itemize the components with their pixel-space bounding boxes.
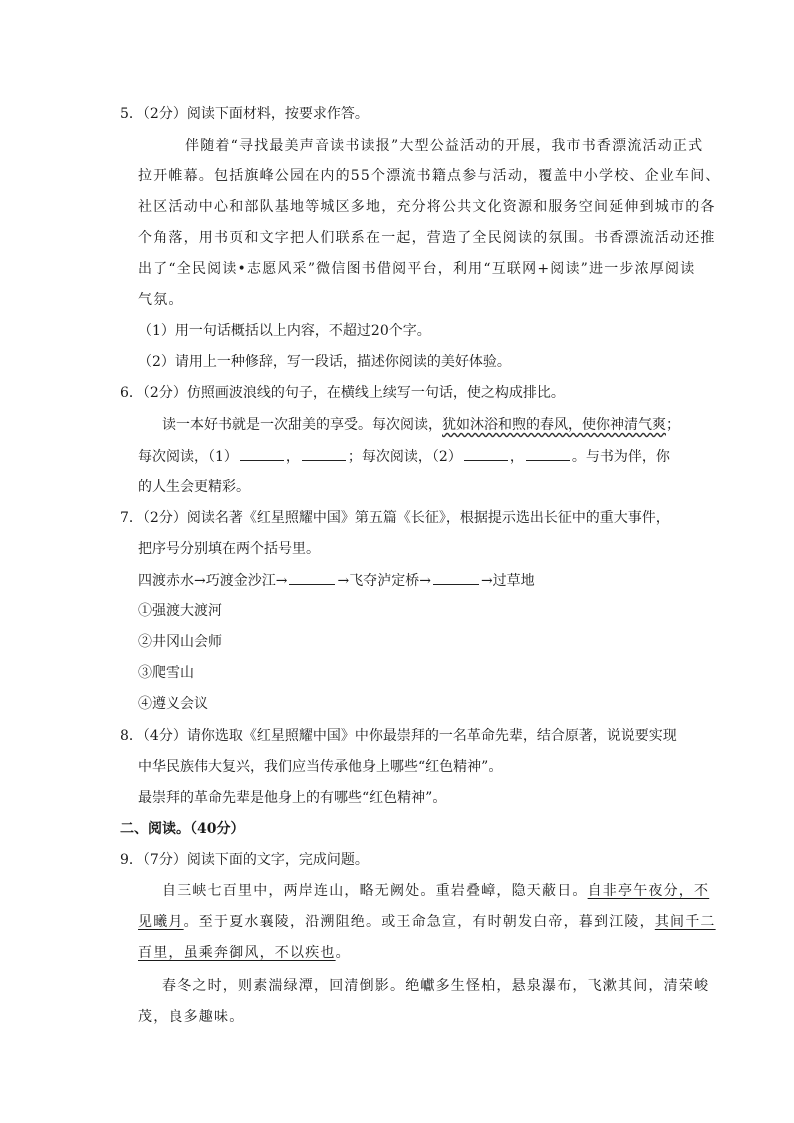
q7-option-1: ①强渡大渡河 xyxy=(138,603,222,619)
q6-line-3: 的人生会更精彩。 xyxy=(138,479,250,495)
q5-text-line-6: 气氛。 xyxy=(138,292,184,308)
q5-text-line-4: 个角落，用书页和文字把人们联系在一起，营造了全民阅读的氛围。书香漂流活动还推 xyxy=(138,230,716,246)
q6-blank-2a[interactable] xyxy=(464,446,508,461)
q6-line-2-mid: ；每次阅读，（2） xyxy=(347,449,462,465)
q6-blank-2b[interactable] xyxy=(526,446,570,461)
q9-para-line-5: 茂，良多趣味。 xyxy=(138,1009,245,1025)
q7-option-3: ③爬雪山 xyxy=(138,665,194,681)
q6-stem: 6．（2分）仿照画波浪线的句子，在横线上续写一句话，使之构成排比。 xyxy=(120,385,565,401)
q6-wavy-sentence: 犹如沐浴和煦的春风，使你神清气爽 xyxy=(442,417,666,433)
q6-comma-1: ， xyxy=(285,449,300,465)
q5-stem: 5．（2分）阅读下面材料，按要求作答。 xyxy=(120,106,369,122)
q5-text-line-5: 出了“全民阅读•志愿风采”微信图书借阅平台，利用“互联网+阅读”进一步浓厚阅读 xyxy=(138,261,696,277)
q6-line-1 xyxy=(162,415,680,435)
q6-line-2-end: 。与书为伴，你 xyxy=(571,449,670,465)
q9-underlined-1-cont: 见曦月 xyxy=(138,914,184,930)
q6-line-1-end: ； xyxy=(666,417,680,433)
section-2-heading: 二、阅读。（40分） xyxy=(120,821,245,837)
q8-stem-line-1: 8．（4分）请你选取《红星照耀中国》中你最崇拜的一名革命先辈，结合原著，说说要实现 xyxy=(120,728,677,744)
q9-para-line-2 xyxy=(138,912,716,932)
q7-option-4: ④遵义会议 xyxy=(138,696,208,712)
q6-comma-2: ， xyxy=(509,449,524,465)
q5-text-line-3: 社区活动中心和部队基地等城区多地，充分将公共文化资源和服务空间延伸到城市的各 xyxy=(138,199,716,215)
q9-para-line-4: 春冬之时，则素湍绿潭，回清倒影。绝巘多生怪柏，悬泉瀑布，飞漱其间，清荣峻 xyxy=(162,978,710,994)
q7-blank-2[interactable] xyxy=(433,570,479,585)
q9-para-line-1 xyxy=(162,881,709,901)
q9-stem: 9．（7分）阅读下面的文字，完成问题。 xyxy=(120,852,369,868)
q9-underlined-1: 自非亭午夜分，不 xyxy=(587,883,710,899)
q5-text-line-1: 伴随着“寻找最美声音读书读报”大型公益活动的开展，我市书香漂流活动正式 xyxy=(185,138,704,154)
q7-option-2: ②井冈山会师 xyxy=(138,634,222,650)
q7-seq-end: →过草地 xyxy=(480,573,535,589)
q8-answer: 最崇拜的革命先辈是他身上的有哪些“红色精神”。 xyxy=(138,790,447,806)
q7-stem-line-2: 把序号分别填在两个括号里。 xyxy=(138,541,320,557)
q7-sequence xyxy=(138,570,535,591)
q9-underlined-2-cont: 百里，虽乘奔御风，不以疾也 xyxy=(138,945,336,961)
q7-stem-line-1: 7．（2分）阅读名著《红星照耀中国》第五篇《长征》，根据提示选出长征中的重大事件， xyxy=(120,510,670,526)
q6-blank-1a[interactable] xyxy=(240,446,284,461)
q6-blank-1b[interactable] xyxy=(302,446,346,461)
q7-blank-1[interactable] xyxy=(289,570,335,585)
q5-sub-question-2: （2）请用上一种修辞，写一段话，描述你阅读的美好体验。 xyxy=(138,354,511,370)
q9-line-1-text: 自三峡七百里中，两岸连山，略无阙处。重岩叠嶂，隐天蔽日。 xyxy=(162,883,588,899)
q9-para-line-3 xyxy=(138,943,351,963)
q6-line-2-start: 每次阅读，（1） xyxy=(138,449,238,465)
q8-stem-line-2: 中华民族伟大复兴，我们应当传承他身上哪些“红色精神”。 xyxy=(138,759,503,775)
q5-text-line-2: 拉开帷幕。包括旗峰公园在内的55个漂流书籍点参与活动，覆盖中小学校、企业车间、 xyxy=(138,168,721,184)
q5-sub-question-1: （1）用一句话概括以上内容，不超过20个字。 xyxy=(138,323,431,339)
q9-line-3-end: 。 xyxy=(335,945,351,961)
q7-seq-start: 四渡赤水→巧渡金沙江→ xyxy=(138,573,288,589)
q6-line-1-text: 读一本好书就是一次甜美的享受。每次阅读， xyxy=(162,417,442,433)
q6-line-2 xyxy=(138,446,670,467)
q9-underlined-2: 其间千二 xyxy=(654,914,716,930)
q9-line-2-text: 。至于夏水襄陵，沿溯阻绝。或王命急宣，有时朝发白帝，暮到江陵， xyxy=(183,914,655,930)
q7-seq-mid: →飞夺泸定桥→ xyxy=(337,573,431,589)
